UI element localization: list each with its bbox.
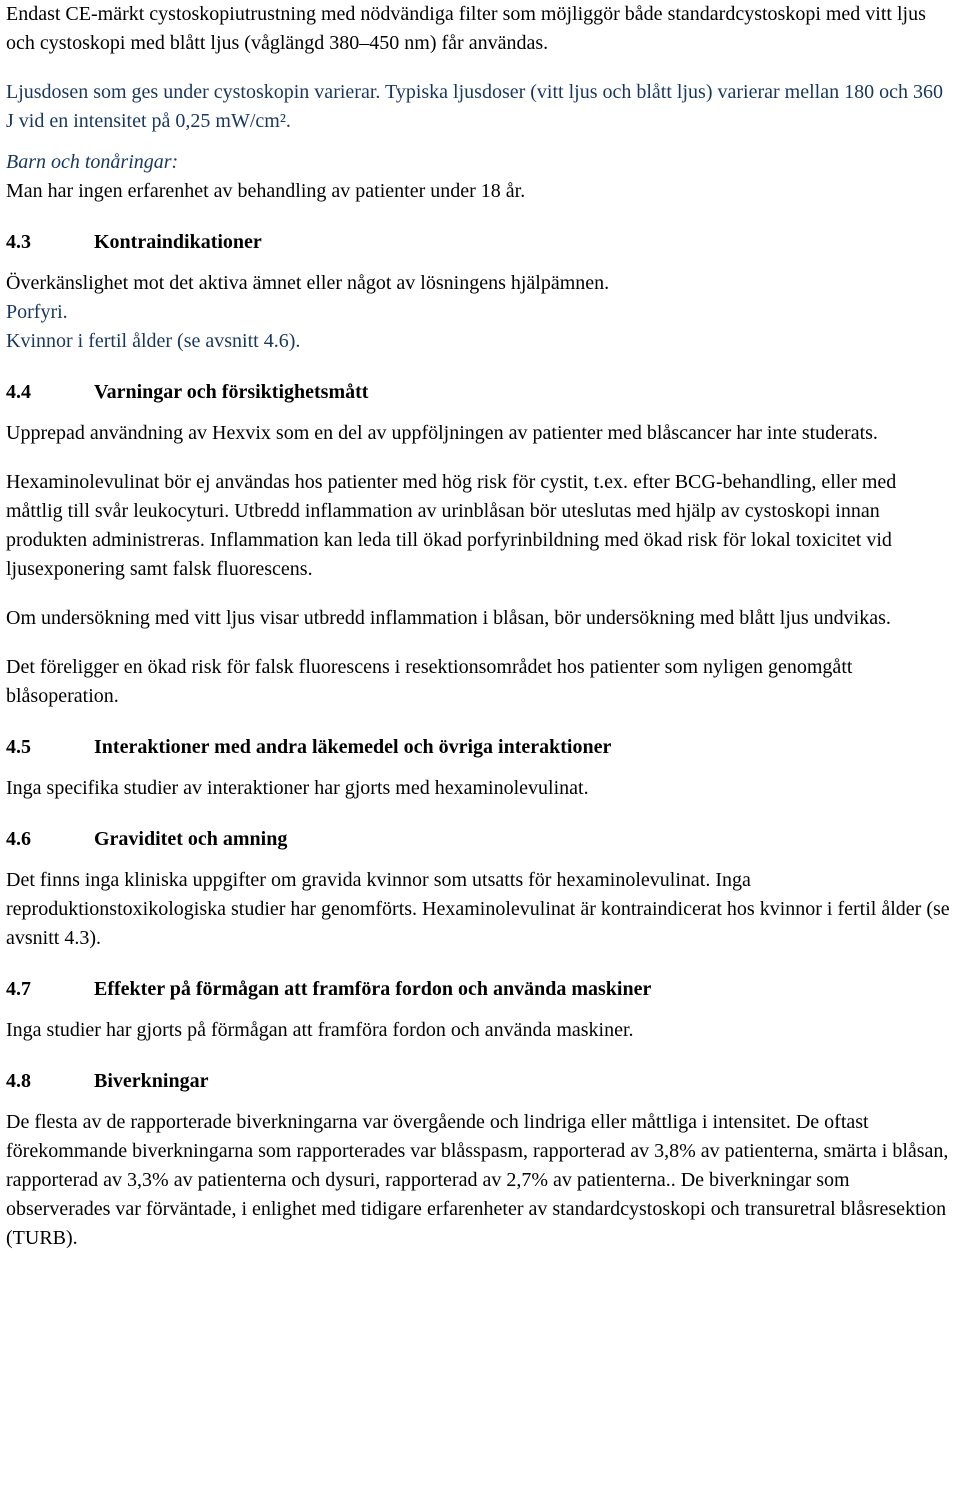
section-heading-4-8 — [6, 1067, 954, 1096]
contraindication-porphyria: Porfyri. — [6, 301, 68, 323]
section-title: Graviditet och amning — [94, 828, 288, 850]
section-title: Biverkningar — [94, 1070, 209, 1092]
section-title: Interaktioner med andra läkemedel och övriga interaktioner — [94, 736, 612, 758]
section-title: Kontraindikationer — [94, 231, 262, 253]
section-number: 4.5 — [6, 736, 31, 758]
pregnancy-paragraph: Det finns inga kliniska uppgifter om gravida kvinnor som utsatts för hexaminolevulinat. Inga reproduktionstoxikologiska studier har genomförts. Hexaminolevulinat är kontraindicerat hos kvinnor i fertil ålder (se avsnitt 4.3). — [6, 869, 950, 949]
warning-paragraph-false-fluorescence: Det föreligger en ökad risk för falsk fluorescens i resektionsområdet hos patienter som nyligen genomgått blåsoperation. — [6, 656, 853, 707]
intro-paragraph-equipment: Endast CE-märkt cystoskopiutrustning med nödvändiga filter som möjliggör både standardcystoskopi med vitt ljus och cystoskopi med blått ljus (våglängd 380–450 nm) får användas. — [6, 3, 926, 54]
driving-paragraph: Inga studier har gjorts på förmågan att framföra fordon och använda maskiner. — [6, 1019, 634, 1041]
interactions-paragraph: Inga specifika studier av interaktioner har gjorts med hexaminolevulinat. — [6, 777, 589, 799]
document-page — [6, 0, 954, 1253]
section-number: 4.7 — [6, 978, 31, 1000]
section-title: Effekter på förmågan att framföra fordon och använda maskiner — [94, 978, 652, 1000]
intro-paragraph-light-dose: Ljusdosen som ges under cystoskopin varierar. Typiska ljusdoser (vitt ljus och blått ljus) varierar mellan 180 och 360 J vid en intensitet på 0,25 mW/cm². — [6, 81, 943, 132]
warning-paragraph-white-light: Om undersökning med vitt ljus visar utbredd inflammation i blåsan, bör undersökning med blått ljus undvikas. — [6, 607, 891, 629]
warning-paragraph-repeated-use: Upprepad användning av Hexvix som en del av uppföljningen av patienter med blåscancer har inte studerats. — [6, 422, 878, 444]
section-title: Varningar och försiktighetsmått — [94, 381, 369, 403]
contraindication-fertile-women: Kvinnor i fertil ålder (se avsnitt 4.6). — [6, 330, 301, 352]
section-heading-4-5 — [6, 733, 954, 762]
section-number: 4.6 — [6, 828, 31, 850]
section-number: 4.3 — [6, 231, 31, 253]
section-heading-4-4 — [6, 378, 954, 407]
children-subheading: Barn och tonåringar: — [6, 151, 179, 173]
section-heading-4-6 — [6, 825, 954, 854]
contraindication-hypersensitivity: Överkänslighet mot det aktiva ämnet eller något av lösningens hjälpämnen. — [6, 272, 610, 294]
section-heading-4-3 — [6, 228, 954, 257]
children-paragraph: Man har ingen erfarenhet av behandling av patienter under 18 år. — [6, 180, 526, 202]
section-number: 4.4 — [6, 381, 31, 403]
warning-paragraph-cystitis: Hexaminolevulinat bör ej användas hos patienter med hög risk för cystit, t.ex. efter BCG-behandling, eller med måttlig till svår leukocyturi. Utbredd inflammation av urinblåsan bör uteslutas med hjälp av cystoskopi innan produkten administreras. Inflammation kan leda till ökad porfyrinbildning med ökad risk för lokal toxicitet vid ljusexponering samt falsk fluorescens. — [6, 471, 897, 580]
section-heading-4-7 — [6, 975, 954, 1004]
adverse-effects-paragraph: De flesta av de rapporterade biverkningarna var övergående och lindriga eller måttliga i intensitet. De oftast förekommande biverkningarna som rapporterades var blåsspasm, rapporterad av 3,8% av patienterna, smärta i blåsan, rapporterad av 3,3% av patienterna och dysuri, rapporterad av 2,7% av patienterna.. De biverkningar som observerades var förväntade, i enlighet med tidigare erfarenheter av standardcystoskopi och transuretral blåsresektion (TURB). — [6, 1111, 949, 1249]
section-number: 4.8 — [6, 1070, 31, 1092]
